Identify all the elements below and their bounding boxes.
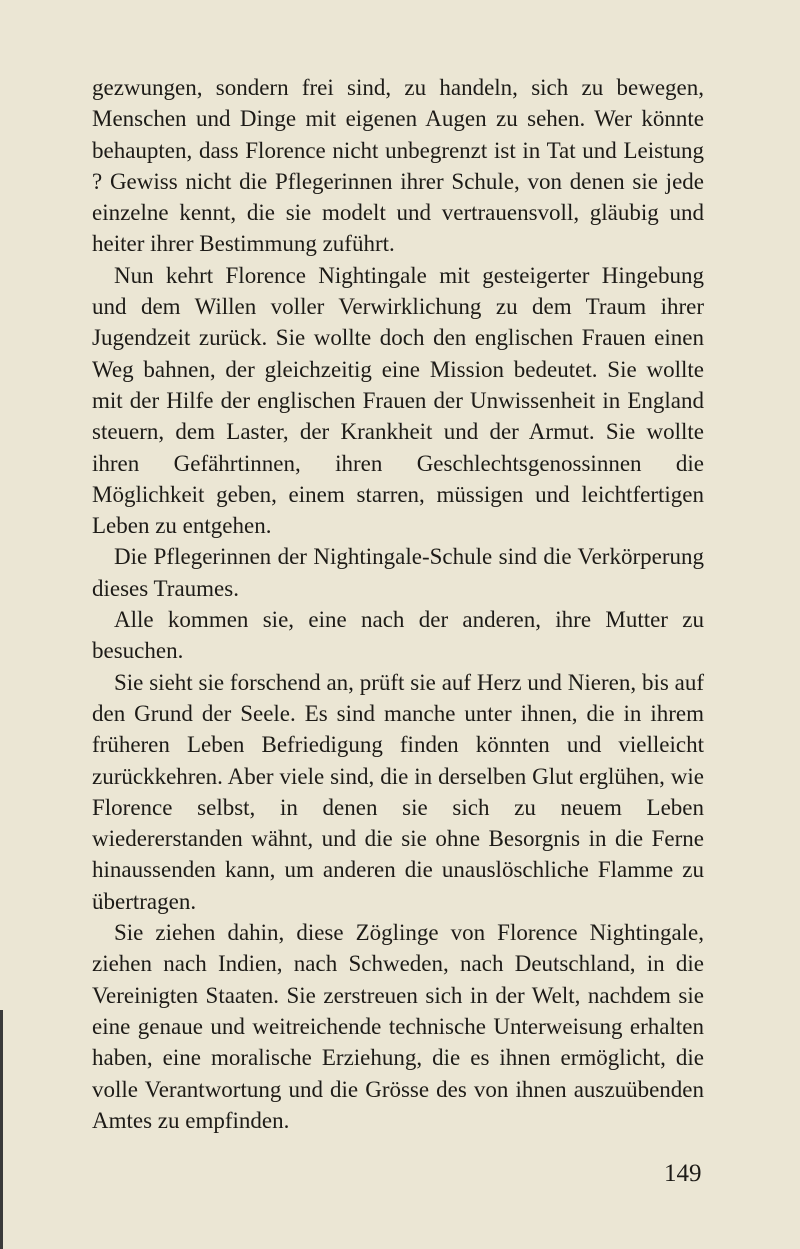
paragraph-3: Die Pflegerinnen der Nightingale-Schule sind die Verkörperung dieses Traumes. bbox=[92, 544, 704, 601]
page-number: 149 bbox=[664, 1160, 702, 1187]
paragraph-4: Alle kommen sie, eine nach der anderen, ihre Mutter zu besuchen. bbox=[92, 607, 704, 664]
paragraph-2: Nun kehrt Florence Nightingale mit gesteigerter Hingebung und dem Willen voller Verwirklichung zu dem Traum ihrer Jugendzeit zurück. Sie wollte doch den englischen Frauen einen Weg bahnen, der gleichzeitig eine Mission bedeutet. Sie wollte mit der Hilfe der englischen Frauen der Unwissenheit in England steuern, dem Laster, der Krankheit und der Armut. Sie wollte ihren Gefährtinnen, ihren Geschlechtsgenossinnen die Möglichkeit geben, einem starren, müssigen und leichtfertigen Leben zu entgehen. bbox=[92, 262, 704, 539]
paragraph-6: Sie ziehen dahin, diese Zöglinge von Florence Nightingale, ziehen nach Indien, nach Schweden, nach Deutschland, in die Vereinigten Staaten. Sie zerstreuen sich in der Welt, nachdem sie eine genaue und weitreichende technische Unterweisung erhalten haben, eine moralische Erziehung, die es ihnen ermöglicht, die volle Verantwortung und die Grösse des von ihnen auszuübenden Amtes zu empfinden. bbox=[92, 920, 704, 1133]
page-edge-shadow bbox=[0, 1010, 3, 1249]
paragraph-5: Sie sieht sie forschend an, prüft sie auf Herz und Nieren, bis auf den Grund der Seele. Es sind manche unter ihnen, die in ihrem früheren Leben Befriedigung finden könnten und vielleicht zurückkehren. Aber viele sind, die in derselben Glut erglühen, wie Florence selbst, in denen sie sich zu neuem Leben wiedererstanden wähnt, und die sie ohne Besorgnis in die Ferne hinaussenden kann, um anderen die unauslöschliche Flamme zu übertragen. bbox=[92, 669, 704, 914]
body-text bbox=[92, 72, 704, 1136]
paragraph-1: gezwungen, sondern frei sind, zu handeln, sich zu bewegen, Menschen und Dinge mit eigenen Augen zu sehen. Wer könnte behaupten, dass Florence nicht unbegrenzt ist in Tat und Leistung ? Gewiss nicht die Pflegerinnen ihrer Schule, von denen sie jede einzelne kennt, die sie modelt und vertrauensvoll, gläubig und heiter ihrer Bestimmung zuführt. bbox=[92, 75, 704, 257]
